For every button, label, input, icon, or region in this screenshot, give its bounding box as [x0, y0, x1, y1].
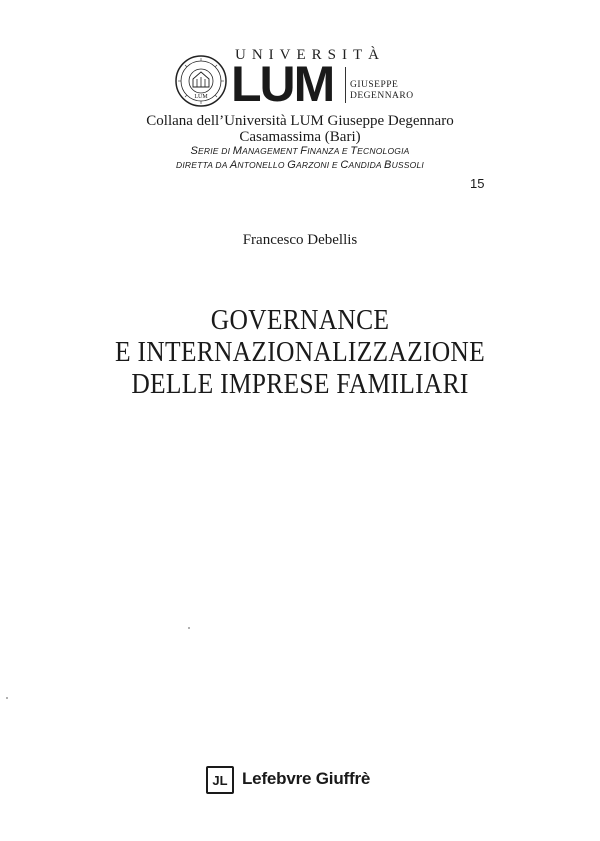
series-line-2-rest-1: DIRETTA DA — [176, 160, 230, 170]
series-line-2-rest-2: NTONELLO — [237, 160, 288, 170]
title-line-2: E INTERNAZIONALIZZAZIONE — [115, 336, 485, 368]
founder-last-name: DEGENNARO — [350, 91, 414, 101]
scan-speck — [188, 627, 190, 629]
series-line-1-rest-3: INANZA E — [307, 146, 351, 156]
university-word: UNIVERSITÀ — [235, 47, 385, 63]
logo-divider — [345, 67, 346, 103]
series-line-2-cap-3: G — [287, 159, 296, 171]
collana-line-1: Collana dell’Università LUM Giuseppe Degennaro — [146, 113, 454, 129]
scan-speck — [6, 697, 8, 699]
publisher-mark-icon — [206, 766, 234, 794]
series-line-2-cap-4: C — [340, 159, 349, 171]
author-name: Francesco Debellis — [242, 232, 358, 248]
series-line-2-cap-5: B — [384, 159, 392, 171]
series-line-1-rest-1: ERIE DI — [198, 146, 233, 156]
title-line-1: GOVERNANCE — [210, 304, 390, 336]
seal-text: LUM — [194, 94, 208, 100]
series-line-1 — [0, 145, 600, 157]
series-line-2 — [0, 159, 600, 171]
series-line-2-cap-2: A — [229, 159, 238, 171]
founder-name — [350, 80, 414, 102]
series-number: 15 — [470, 176, 485, 191]
collana-line-2: Casamassima (Bari) — [239, 129, 361, 145]
university-seal-icon — [175, 55, 227, 107]
series-line-1-rest-4: ECNOLOGIA — [357, 146, 410, 156]
founder-first-name: GIUSEPPE — [350, 80, 399, 90]
series-line-1-rest-2: ANAGEMENT — [242, 146, 301, 156]
title-line-3: DELLE IMPRESE FAMILIARI — [131, 368, 469, 400]
series-line-1-cap-2: M — [232, 145, 243, 157]
university-logo — [175, 47, 445, 113]
publisher-mark-letters: JL — [212, 773, 228, 788]
series-line-1-cap-4: T — [350, 145, 358, 157]
series-line-2-rest-3: ARZONI E — [296, 160, 341, 170]
series-line-2-rest-5: USSOLI — [391, 160, 424, 170]
university-acronym: LUM — [231, 56, 334, 112]
series-line-2-rest-4: ANDIDA — [348, 160, 385, 170]
series-line-1-cap-3: F — [300, 145, 308, 157]
publisher-name: Lefebvre Giuffrè — [242, 769, 371, 788]
series-line-1-cap-1: S — [190, 145, 199, 157]
